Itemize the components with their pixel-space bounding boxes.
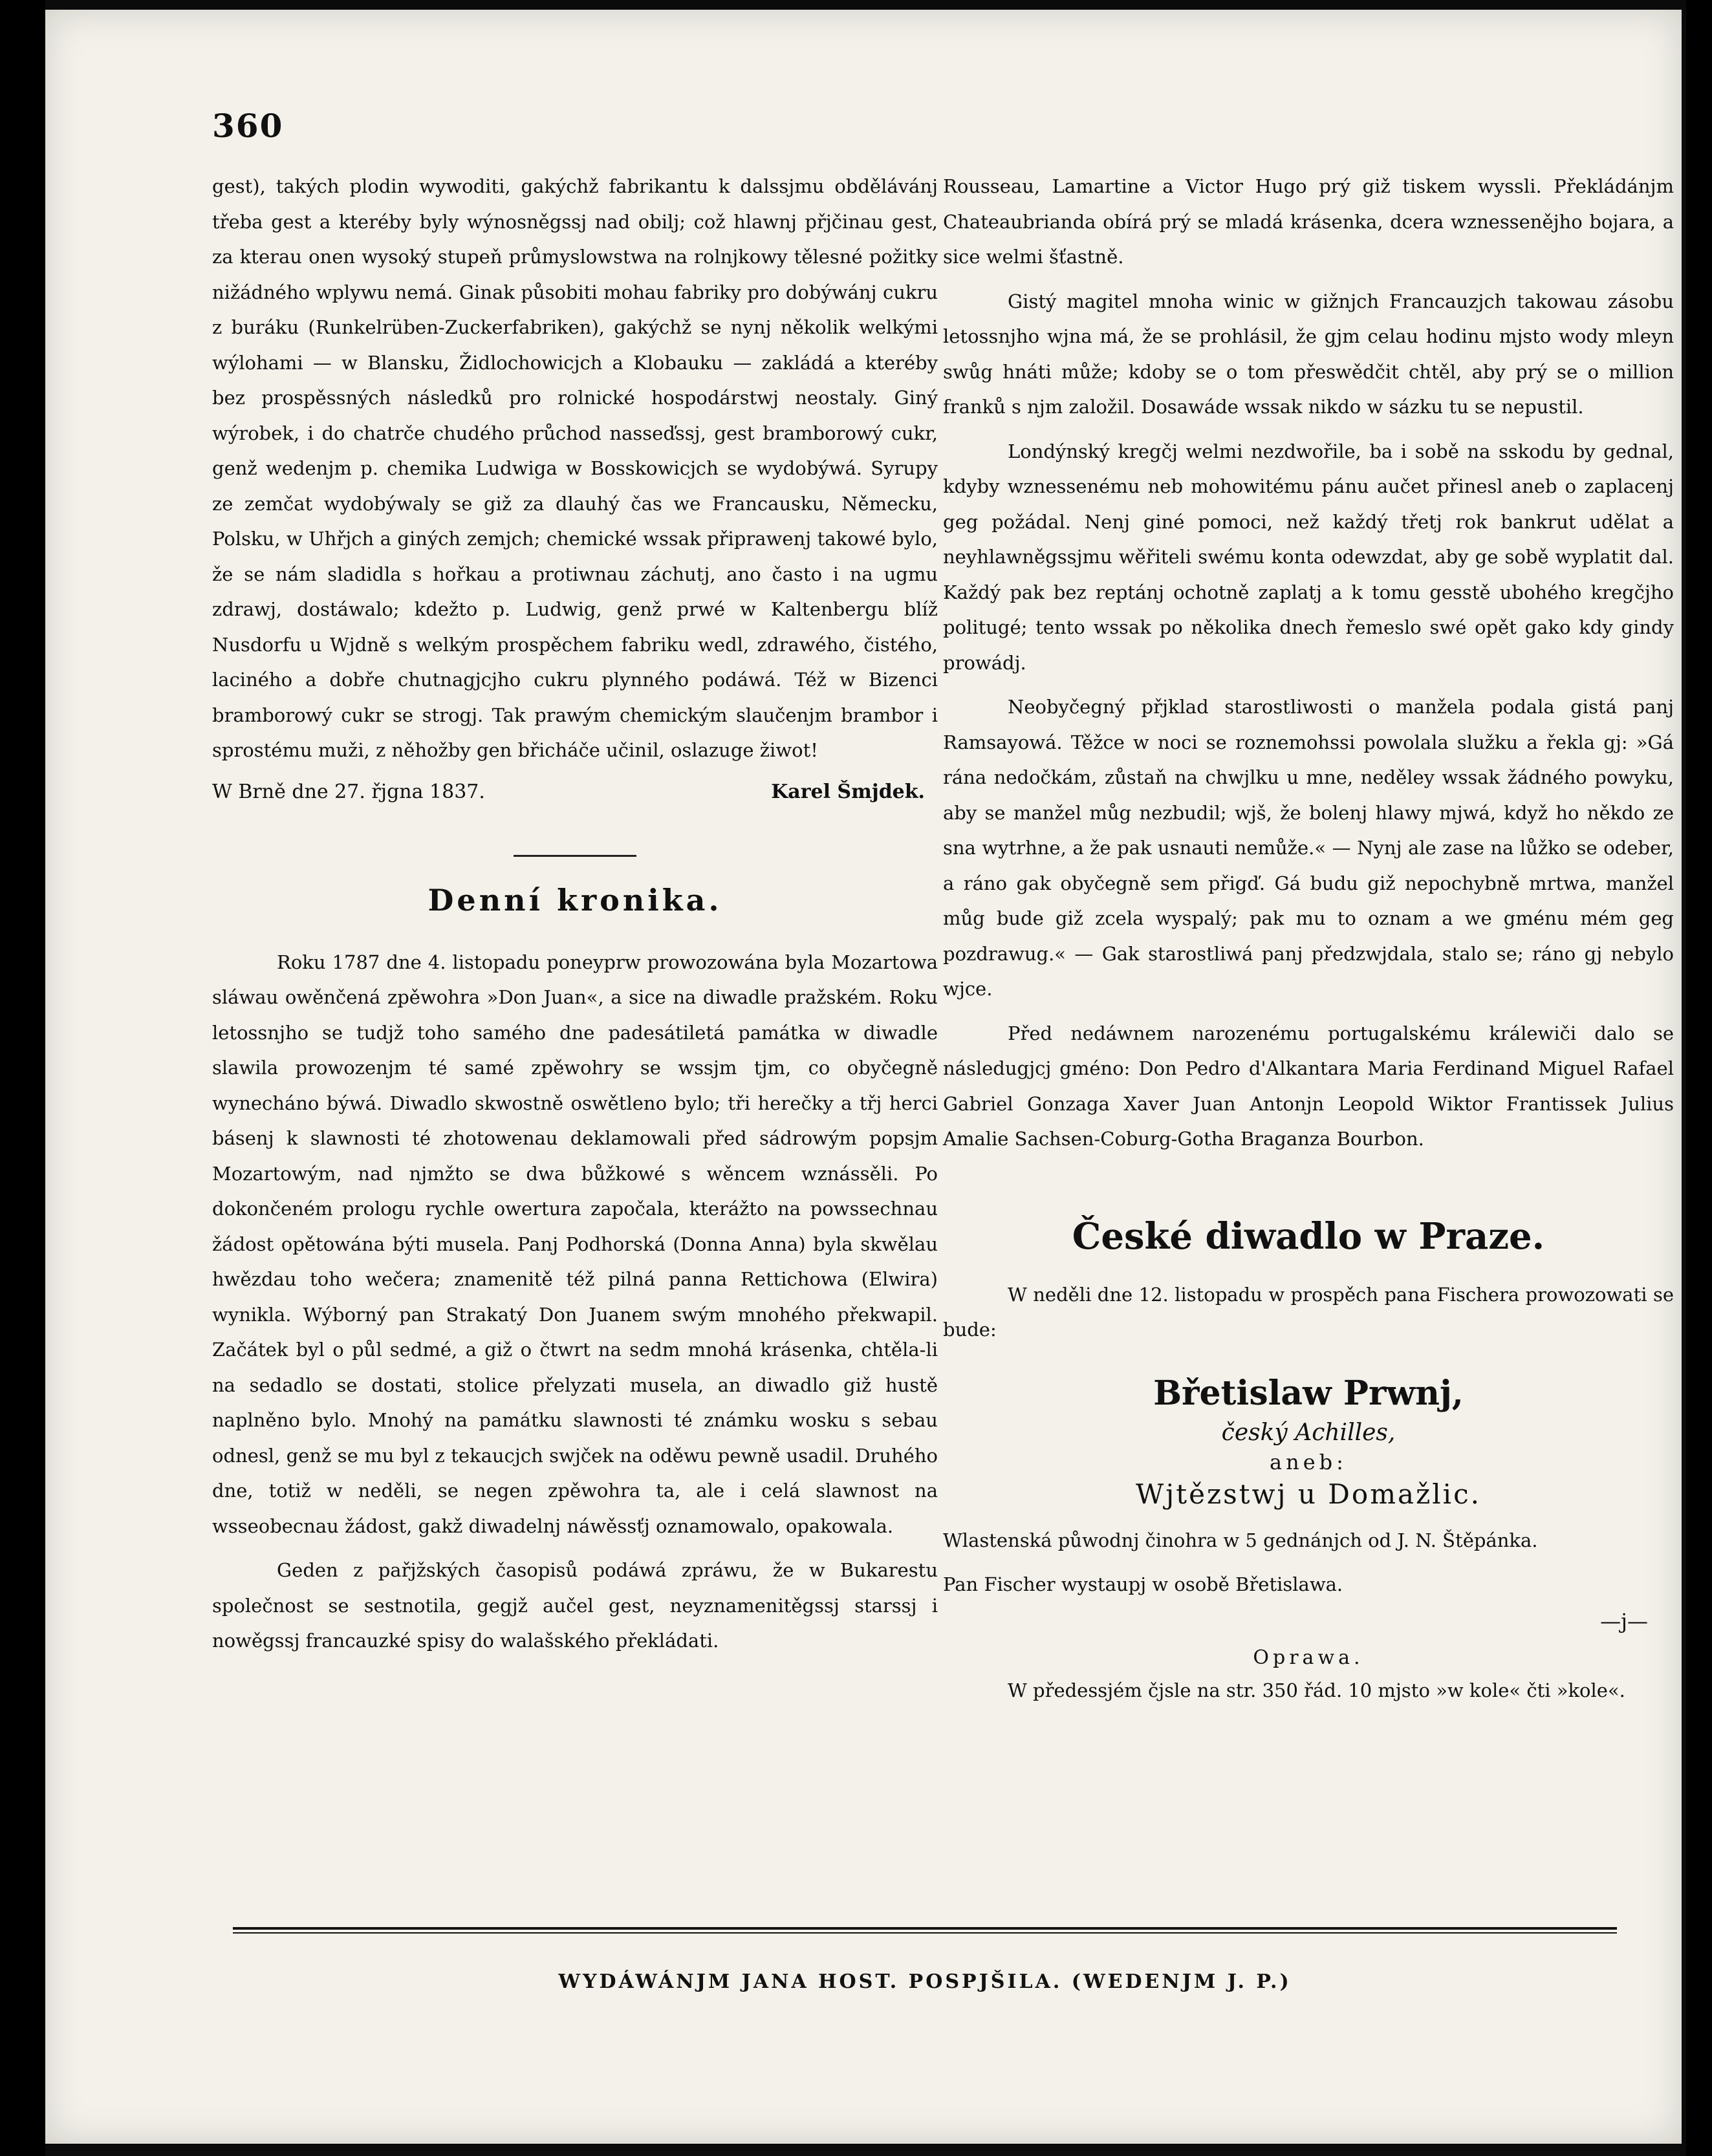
chronicle-prince-name-paragraph: Před nedáwnem narozenému portugalskému králewiči dalo se následugjcj gméno: Don Pedro d'Alkantara Maria Ferdinand Miguel Rafael Gabriel Gonzaga Xaver Juan Antonjn Leopold Wiktor Frantissek Julius Amalie Sachsen-Coburg-Gotha Braganza Bourbon. [943,1022,1674,1150]
footer-publisher: WYDÁWÁNJM JANA HOST. POSPJŠILA. [558,1970,1063,1993]
play-info-author: Wlastenská půwodnj činohra w 5 gednánjch od J. N. Štěpánka. [943,1529,1538,1551]
theatre-section-title: České diwadlo w Praze. [1072,1214,1545,1258]
newspaper-page [45,10,1682,2144]
section-title-chronicle: Denní kronika. [428,882,722,918]
right-column [943,169,1674,1708]
scan-border-right [1686,0,1712,2156]
signoff: —j— [1600,1608,1648,1633]
chronicle-wine-paragraph: Gistý magitel mnoha winic w gižnjch Francauzjch takowau zásobu letossnjho wjna má, že se prohlásil, že gjm celau hodinu mjsto wody mleyn swůg hnáti může; kdoby se o tom přeswědčit chtěl, aby prý se o million franků s njm založil. Dosawáde wssak nikdo w sázku tu se nepustil. [943,290,1674,418]
article-signature [212,775,938,810]
left-column [212,169,938,1659]
play-subtitle: český Achilles, [1221,1419,1396,1446]
chronicle-tailor-paragraph: Londýnský kregčj welmi nezdwořile, ba i sobě na sskodu by gednal, kdyby wznessenému neb mohowitému pánu aučet přinesl aneb o zaplacenj geg požádal. Nenj giné pomoci, než každý třetj rok bankrut udělat a neyhlawněgssjmu wěřiteli swému konta odewzdat, aby ge sobě wyplatit dal. Každý pak bez reptánj ochotně zaplatj a k tomu gesstě ubohého kregčjho politugé; tento wssak po několika dnech řemeslo swé opět gako kdy gindy prowádj. [943,440,1674,674]
scan-border-left [0,0,45,2156]
play-info-cast: Pan Fischer wystaupj w osobě Břetislawa. [943,1573,1343,1595]
article-sugar-paragraph: gest), takých plodin wywoditi, gakýchž fabrikantu k dalssjmu obdělávánj třeba gest a kteréby byly wýnosněgssj nad obilj; což hlawnj přjčinau gest, za kterau onen wysoký stupeň průmyslowstwa na rolnjkowy tělesné požitky nižádného wplywu nemá. Ginak působiti mohau fabriky pro dobýwánj cukru z buráku (Runkelrüben-Zuckerfabriken), gakýchž se nynj několik welkými wýlohami — w Blansku, Židlochowicjch a Klobauku — zakládá a kteréby bez prospěssných následků pro rolnické hospodárstwj neostaly. Giný wýrobek, i do chatrče chudého průchod nasseďssj, gest bramborowý cukr, genž wedenjm p. chemika Ludwiga w Bosskowicjch se wydobýwá. Syrupy ze zemčat wydobýwaly se giž za dlauhý čas we Francausku, Německu, Polsku, w Uhřjch a giných zemjch; chemické wssak připrawenj takowé bylo, že se nám sladidla s hořkau a protiwnau záchutj, ano často i na ugmu zdrawj, dostáwalo; kdežto p. Ludwig, genž prwé w Kaltenbergu blíž Nusdorfu u Wjdně s welkým prospěchem fabriku wedl, zdrawého, čistého, laciného a dobře chutnagjcjho cukru plynného podáwá. Též w Bizenci bramborowý cukr se strogj. Tak prawým chemickým slaučenjm brambor i sprostému muži, z něhožby gen břicháče učinil, oslazuge žiwot! [212,175,938,761]
chronicle-bucharest-paragraph: Geden z pařjžských časopisů podáwá zpráwu, že w Bukarestu společnost se sestnotila, gegjž aučel gest, neyznamenitěgssj starssj i nowěgssj francauzké spisy do walašského překládati. [212,1559,938,1652]
footer-rule-thin [233,1932,1617,1934]
chronicle-ramsay-paragraph: Neobyčegný přjklad starostliwosti o manžela podala gistá panj Ramsayowá. Těžce w noci se roznemohssi powolala služku a řekla gj: »Gá rána nedočkám, zůstaň na chwjlku u mne, neděley wssak žádného powyku, aby se manžel můg nezbudil; wjš, že bolenj hlawy mjwá, když ho někdo ze sna wytrhne, a že pak usnauti nemůže.« — Nynj ale zase na lůžko se odeber, a ráno gak obyčegně sem přigď. Gá budu giž nepochybně mrtwa, manžel můg bude giž zcela wyspalý; pak mu to oznam a we gménu mém geg pozdrawug.« — Gak starostliwá panj předzwjdala, stalo se; ráno gj nebylo wjce. [943,696,1674,1000]
page-number: 360 [212,107,284,145]
errata-text: W předessjém čjsle na str. 350 řád. 10 mjsto »w kole« čti »kole«. [1008,1679,1625,1701]
publisher-footer [233,1970,1617,1993]
footer-editor: (WEDENJM J. P.) [1071,1970,1292,1993]
chronicle-mozart-paragraph: Roku 1787 dne 4. listopadu poneyprw prowozowána byla Mozartowa sláwau owěnčená zpěwohra »Don Juan«, a sice na diwadle pražském. Roku letossnjho se tudjž toho samého dne padesátiletá památka w diwadle slawila prowozenjm té samé zpěwohry se wssjm tjm, co obyčegně wynecháno býwá. Diwadlo skwostně oswětleno bylo; tři herečky a třj herci básenj k slawnosti té zhotowenau deklamowali před sádrowým popsjm Mozartowým, nad njmžto se dwa bůžkowé s wěncem wznássěli. Po dokončeném prologu rychle owertura započala, kterážto na powssechnau žádost opětowána býti musela. Panj Podhorská (Donna Anna) byla skwělau hwězdau toho wečera; znamenitě též pilná panna Rettichowa (Elwira) wynikla. Wýborný pan Strakatý Don Juanem swým mnohého překwapil. Začátek byl o půl sedmé, a giž o čtwrt na sedm mnohá krásenka, chtěla-li na sedadlo se dostati, stolice přelyzati musela, an diwadlo giž hustě naplněno bylo. Mnohý na památku slawnosti té známku wosku s sebau odnesl, genž se mu byl z tekaucjch swjček na oděwu pewně usadil. Druhého dne, totiž w neděli, se negen zpěwohra ta, ale i celá slawnost na wsseobecnau žádost, gakž diwadelnj náwěssťj oznamowalo, opakowala. [212,951,938,1537]
play-alternate-title: Wjtězstwj u Domažlic. [1136,1478,1481,1510]
play-aneb: aneb: [1270,1449,1347,1474]
errata-title: Oprawa. [1253,1646,1364,1669]
signature-place-date: W Brně dne 27. řjgna 1837. [212,780,485,803]
theatre-announcement: W neděli dne 12. listopadu w prospěch pana Fischera prowozowati se bude: [943,1283,1674,1341]
signature-author: Karel Šmjdek. [771,780,925,803]
play-title: Břetislaw Prwnj, [1153,1373,1464,1413]
chronicle-translation-paragraph: Rousseau, Lamartine a Victor Hugo prý giž tiskem wyssli. Překládánjm Chateaubrianda obírá prý se mladá krásenka, dcera wznessenějho bojara, a sice welmi šťastně. [943,175,1674,268]
footer-rule-thick [233,1927,1617,1930]
section-divider [514,855,636,857]
